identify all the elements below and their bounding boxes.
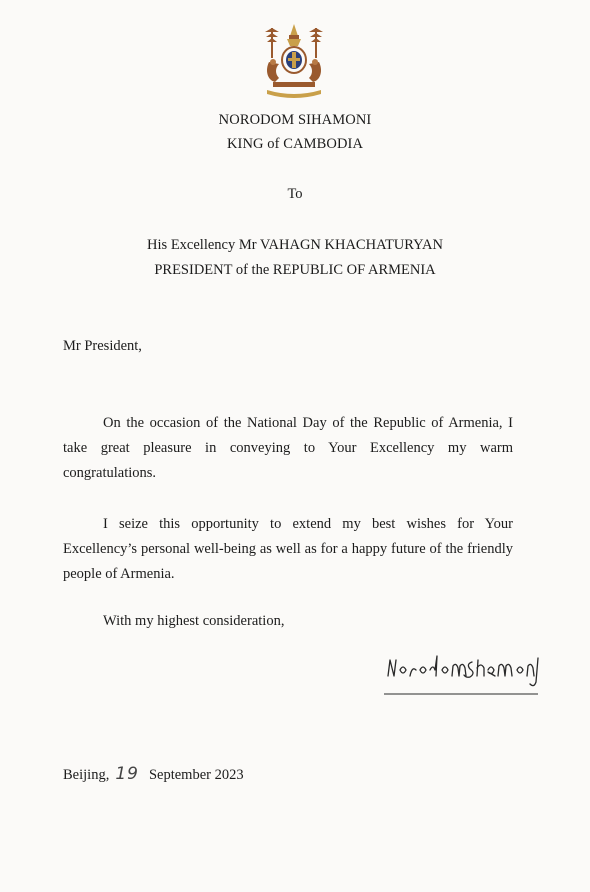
date-day: 19 [115,764,139,784]
date-place: Beijing, [63,767,110,783]
sender-block [0,108,590,156]
date-month-year: September 2023 [148,767,244,783]
body-paragraph-1: On the occasion of the National Day of the Republic of Armenia, I take great pleasure in conveying to Your Excellency my warm congratulations. [63,415,513,481]
body-paragraph-2: I seize this opportunity to extend my best wishes for Your Excellency’s personal well-being as well as for a happy future of the friendly people of Armenia. [63,516,513,582]
sender-name: NORODOM SIHAMONI [218,112,372,128]
to-label: To [287,186,303,202]
recipient-block [0,233,590,283]
recipient-title: PRESIDENT of the REPUBLIC OF ARMENIA [154,262,436,278]
sender-title: KING of CAMBODIA [226,136,364,152]
handwritten-signature [380,648,545,702]
royal-arms-of-cambodia-icon [261,22,327,100]
salutation: Mr President, [63,338,142,354]
recipient-name: His Excellency Mr VAHAGN KHACHATURYAN [147,237,443,253]
closing-line: With my highest consideration, [103,613,285,629]
dateline [63,764,244,784]
